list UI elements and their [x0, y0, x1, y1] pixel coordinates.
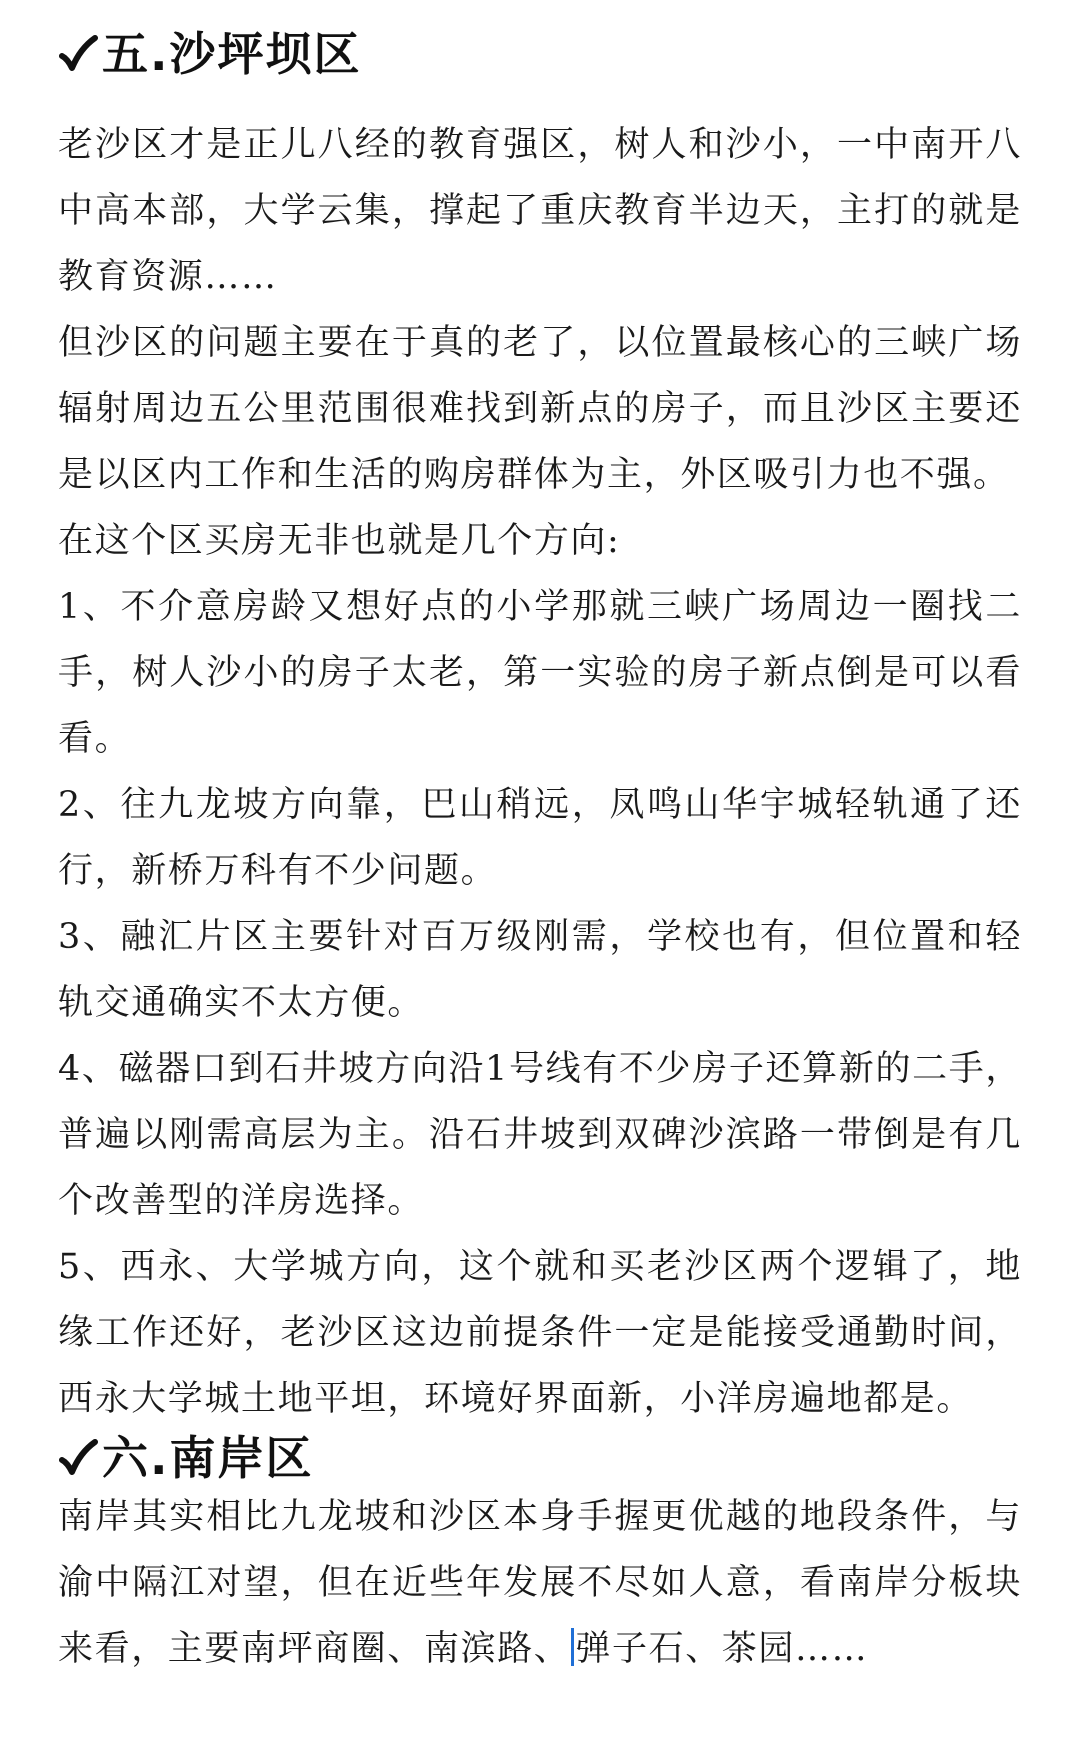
- text-cursor: [571, 1628, 574, 1666]
- list-item-3: 3、融汇片区主要针对百万级刚需，学校也有，但位置和轻轨交通确实不太方便。: [58, 917, 1022, 1023]
- text-after-cursor: 弹子石、茶园……: [575, 1629, 869, 1669]
- list-item-2: 2、往九龙坡方向靠，巴山稍远，凤鸣山华宇城轻轨通了还行，新桥万科有不少问题。: [58, 785, 1022, 891]
- text-before-cursor: 南岸其实相比九龙坡和沙区本身手握更优越的地段条件，与渝中隔江对望，但在近些年发展不尽如人意，看南岸分板块来看，主要南坪商圈、南滨路、: [58, 1497, 1022, 1669]
- paragraph: 但沙区的问题主要在于真的老了，以位置最核心的三峡广场辐射周边五公里范围很难找到新点的房子，而且沙区主要还是以区内工作和生活的购房群体为主，外区吸引力也不强。: [58, 323, 1022, 495]
- section-5-body: [58, 112, 1022, 1432]
- checkmark-icon: [58, 1438, 98, 1478]
- list-item-1: 1、不介意房龄又想好点的小学那就三峡广场周边一圈找二手，树人沙小的房子太老，第一实验的房子新点倒是可以看看。: [58, 587, 1022, 759]
- list-item-4: 4、磁器口到石井坡方向沿1号线有不少房子还算新的二手，普遍以刚需高层为主。沿石井坡到双碑沙滨路一带倒是有几个改善型的洋房选择。: [58, 1049, 1022, 1221]
- checkmark-icon: [58, 34, 98, 74]
- paragraph: 在这个区买房无非也就是几个方向:: [58, 521, 621, 561]
- section-5-heading: [58, 0, 1022, 80]
- section-6-paragraph[interactable]: [58, 1484, 1022, 1682]
- section-6-heading: [58, 1432, 1022, 1484]
- section-5-title: 五.沙坪坝区: [102, 27, 362, 81]
- list-item-5: 5、西永、大学城方向，这个就和买老沙区两个逻辑了，地缘工作还好，老沙区这边前提条件一定是能接受通勤时间，西永大学城土地平坦，环境好界面新，小洋房遍地都是。: [58, 1247, 1022, 1419]
- paragraph: 老沙区才是正儿八经的教育强区，树人和沙小，一中南开八中高本部，大学云集，撑起了重庆教育半边天，主打的就是教育资源……: [58, 125, 1022, 297]
- section-6-title: 六.南岸区: [102, 1431, 314, 1485]
